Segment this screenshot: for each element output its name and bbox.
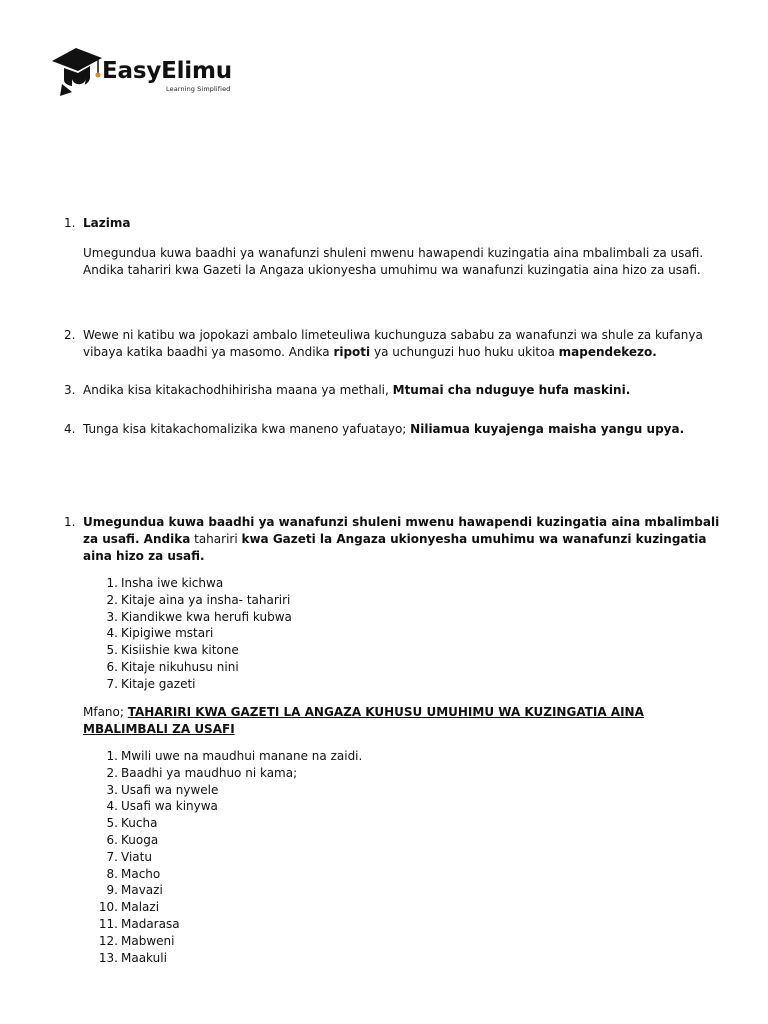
list-item: 1. Mwili uwe na maudhui manane na zaidi. [106, 749, 363, 763]
logo-wordmark: EasyElimu [102, 58, 232, 84]
example-title: TAHARIRI KWA GAZETI LA ANGAZA KUHUSU UMUHIMU WA KUZINGATIA AINA MBALIMBALI ZA USAFI [83, 705, 644, 736]
question-text: Umegundua kuwa baadhi ya wanafunzi shuleni mwenu hawapendi kuzingatia aina mbalimbali za usafi. Andika tahariri kwa Gazeti la Angaza ukionyesha umuhimu wa wanafunzi kuzingatia aina hizo za usafi. [83, 515, 720, 563]
list-item: 3. Kiandikwe kwa herufi kubwa [106, 609, 292, 624]
easyelimu-logo [50, 44, 250, 100]
list-item: 4. Kipigiwe mstari [106, 626, 214, 641]
question-number: 2. [64, 328, 76, 342]
list-item: 9. Mavazi [106, 883, 163, 898]
question-number: 1. [64, 515, 76, 529]
list-item: 12. Mabweni [98, 933, 175, 948]
list-item: 6. Kitaje nikuhusu nini [106, 659, 239, 674]
question-title: Lazima [83, 216, 131, 230]
question-number: 4. [64, 422, 76, 436]
question-number: 1. [64, 216, 76, 230]
list-item: 10. Malazi [98, 900, 160, 915]
list-item: 1. Insha iwe kichwa [106, 576, 224, 590]
question-text: Wewe ni katibu wa jopokazi ambalo limeteuliwa kuchunguza sababu za wanafunzi wa shule za kufanya vibaya katika baadhi ya masomo. Andika ripoti ya uchunguzi huo huku ukitoa mapendekezo. [83, 328, 703, 359]
list-item: 4. Usafi wa kinywa [106, 799, 218, 814]
list-item: 3. Usafi wa nywele [106, 782, 219, 797]
question-text: Umegundua kuwa baadhi ya wanafunzi shuleni mwenu hawapendi kuzingatia aina mbalimbali za usafi. Andika tahariri kwa Gazeti la Angaza ukionyesha umuhimu wa wanafunzi kuzingatia aina hizo za usafi. [83, 246, 704, 277]
list-item: 8. Macho [106, 866, 161, 881]
graduation-cap-icon [50, 44, 110, 100]
list-item: 5. Kucha [106, 816, 158, 831]
question-number: 3. [64, 383, 76, 397]
list-item: 2. Kitaje aina ya insha- tahariri [106, 592, 291, 607]
logo-tagline: Learning Simplified [166, 85, 231, 93]
list-item: 13. Maakuli [98, 950, 167, 965]
example-label: Mfano; [83, 705, 128, 719]
list-item: 7. Kitaje gazeti [106, 676, 196, 691]
list-item: 11. Madarasa [98, 916, 180, 931]
question-text: Tunga kisa kitakachomalizika kwa maneno yafuatayo; Niliamua kuyajenga maisha yangu upya. [83, 422, 685, 436]
list-item: 2. Baadhi ya maudhuo ni kama; [106, 765, 298, 780]
question-text: Andika kisa kitakachodhihirisha maana ya methali, Mtumai cha nduguye hufa maskini. [83, 383, 631, 397]
example-points-list [98, 748, 398, 966]
points-list [98, 575, 398, 693]
list-item: 5. Kisiishie kwa kitone [106, 643, 239, 658]
list-item: 6. Kuoga [106, 832, 159, 847]
list-item: 7. Viatu [106, 849, 152, 864]
example-heading [83, 704, 723, 738]
